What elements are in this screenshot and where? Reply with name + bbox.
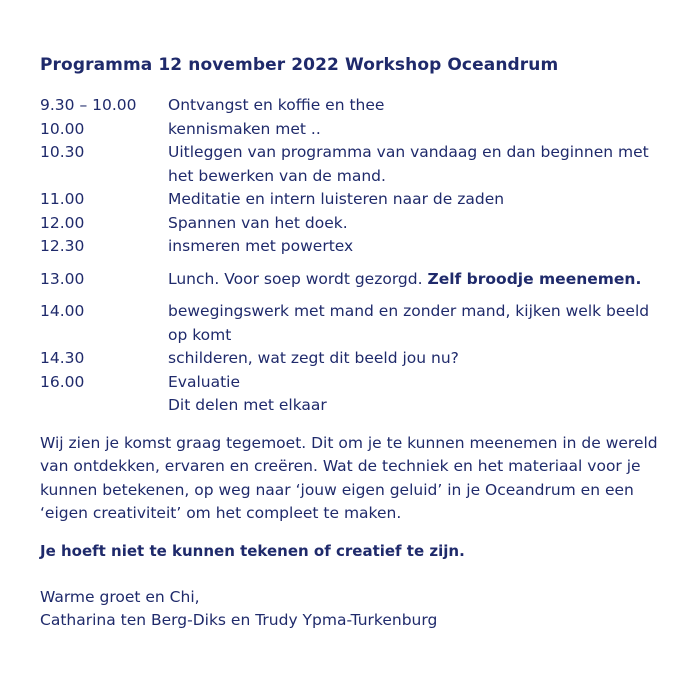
schedule-time: 14.00 — [40, 302, 85, 320]
schedule-desc: insmeren met powertex — [168, 237, 354, 255]
schedule-time: 12.00 — [40, 213, 85, 232]
schedule-desc: Uitleggen van programma van vandaag en dan beginnen met het bewerken van de mand. — [168, 143, 649, 185]
schedule-list — [40, 94, 660, 418]
schedule-time: 13.00 — [40, 269, 85, 288]
schedule-desc: kennismaken met .. — [168, 119, 321, 138]
schedule-time: 14.30 — [40, 349, 85, 367]
schedule-row — [40, 371, 660, 395]
schedule-row — [40, 188, 660, 212]
schedule-desc: schilderen, wat zegt dit beeld jou nu? — [168, 349, 459, 367]
schedule-row — [40, 300, 660, 347]
schedule-row — [40, 394, 660, 418]
schedule-row — [40, 94, 660, 118]
schedule-desc: Evaluatie — [168, 372, 241, 391]
schedule-row — [40, 118, 660, 142]
schedule-desc-text: Lunch. Voor soep wordt gezorgd. — [168, 269, 428, 288]
callout-note: Je hoeft niet te kunnen tekenen of creatief te zijn. — [40, 541, 465, 560]
schedule-desc: Spannen van het doek. — [168, 213, 348, 232]
schedule-desc: Meditatie en intern luisteren naar de zaden — [168, 190, 505, 208]
schedule-row — [40, 235, 660, 259]
schedule-time: 10.00 — [40, 119, 85, 138]
schedule-time: 16.00 — [40, 372, 85, 391]
signoff — [40, 586, 660, 633]
document-page — [40, 54, 660, 633]
greeting: Warme groet en Chi, — [40, 587, 200, 606]
schedule-row — [40, 347, 660, 371]
intro-paragraph: Wij zien je komst graag tegemoet. Dit om je te kunnen meenemen in de wereld van ontdekken, ervaren en creëren. Wat de techniek en het materiaal voor je kunnen betekenen, op weg naar ‘jouw eigen geluid’ in je Oceandrum en een ‘eigen creativiteit’ om het compleet te maken. — [40, 433, 658, 522]
schedule-time: 11.00 — [40, 190, 85, 208]
signature: Catharina ten Berg-Diks en Trudy Ypma-Turkenburg — [40, 611, 438, 629]
schedule-desc: Dit delen met elkaar — [168, 396, 327, 414]
schedule-row — [40, 212, 660, 236]
schedule-desc — [168, 268, 660, 292]
schedule-desc: bewegingswerk met mand en zonder mand, kijken welk beeld op komt — [168, 302, 650, 344]
schedule-row — [40, 268, 660, 292]
schedule-row — [40, 141, 660, 188]
page-title: Programma 12 november 2022 Workshop Oceandrum — [40, 55, 559, 75]
schedule-time — [40, 394, 168, 418]
schedule-time: 9.30 – 10.00 — [40, 96, 137, 114]
schedule-time: 12.30 — [40, 237, 85, 255]
schedule-desc: Ontvangst en koffie en thee — [168, 96, 385, 114]
schedule-desc-emphasis: Zelf broodje meenemen. — [427, 269, 642, 288]
schedule-time: 10.30 — [40, 143, 85, 161]
